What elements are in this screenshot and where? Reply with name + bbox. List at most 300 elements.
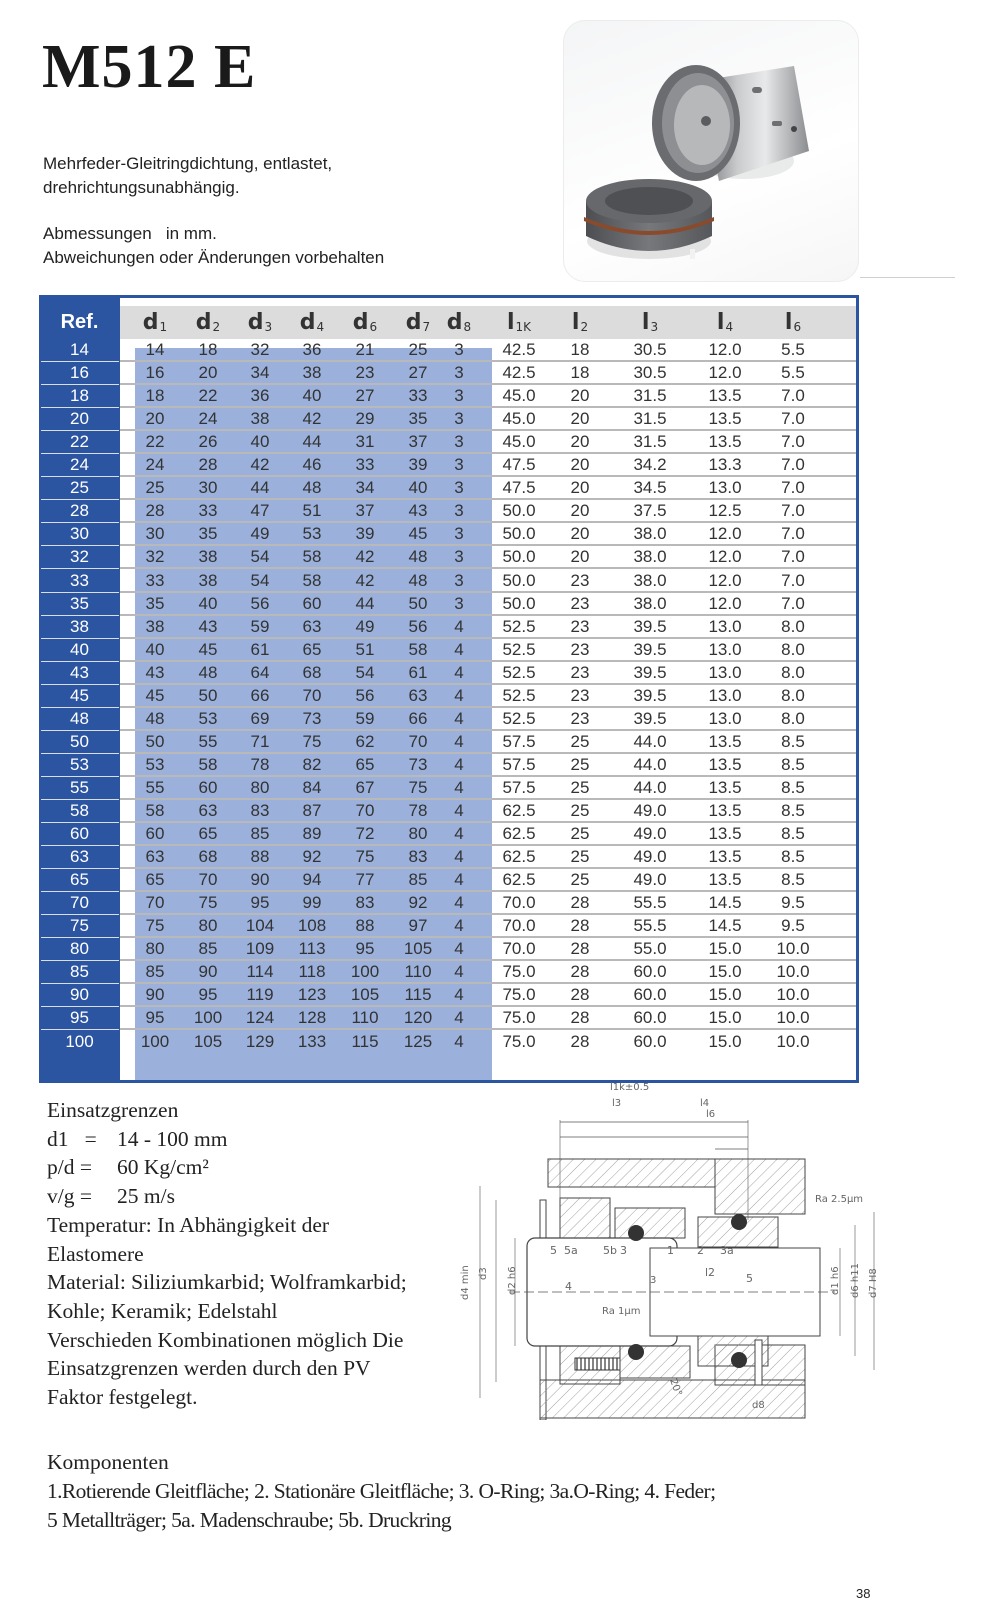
cell-d4: 68 xyxy=(302,662,322,682)
photo-divider xyxy=(860,277,955,278)
column-header-l2: $l_2$ xyxy=(571,310,589,335)
cell-d3: 90 xyxy=(250,870,270,890)
limit-speed: v/g = 25 m/s xyxy=(47,1184,175,1209)
cell-d1: 30 xyxy=(145,524,165,544)
cell-d7: 83 xyxy=(408,847,428,867)
cell-d8: 4 xyxy=(454,708,464,728)
dim-d8-label: d8 xyxy=(752,1400,765,1411)
cell-l4: 13.0 xyxy=(708,662,742,682)
cell-d1: 38 xyxy=(145,616,165,636)
cell-d8: 3 xyxy=(454,478,464,498)
cell-d1: 80 xyxy=(145,939,165,959)
cell-l4: 13.0 xyxy=(708,708,742,728)
cell-l1k: 52.5 xyxy=(502,685,536,705)
cell-l4: 13.5 xyxy=(708,847,742,867)
cell-d2: 18 xyxy=(198,340,218,359)
cell-l6: 8.5 xyxy=(781,801,805,820)
cell-l2: 23 xyxy=(570,593,590,613)
cell-d3: 88 xyxy=(250,847,270,867)
cell-l6: 7.0 xyxy=(781,386,805,406)
cell-d4: 84 xyxy=(302,777,322,797)
cell-d7: 92 xyxy=(408,893,428,913)
table-row xyxy=(39,983,856,1006)
cell-l1k: 45.0 xyxy=(502,432,536,452)
cell-d1: 90 xyxy=(145,985,165,1005)
table-row xyxy=(39,545,856,568)
cell-d8: 4 xyxy=(454,1031,464,1051)
cell-l2: 23 xyxy=(570,570,590,590)
cell-d6: 67 xyxy=(355,777,375,797)
cell-l3: 30.5 xyxy=(633,363,667,383)
page-number: 38 xyxy=(856,1586,871,1601)
cell-d2: 35 xyxy=(198,524,218,544)
cell-d4: 42 xyxy=(302,409,322,429)
cell-l4: 15.0 xyxy=(708,1008,742,1028)
cell-d2: 20 xyxy=(198,363,218,383)
cell-l1k: 52.5 xyxy=(502,662,536,682)
cell-l3: 49.0 xyxy=(633,847,667,867)
cell-d7: 43 xyxy=(408,501,428,521)
cell-l2: 18 xyxy=(570,363,590,383)
cell-d8: 3 xyxy=(454,501,464,521)
cell-d8: 3 xyxy=(454,409,464,429)
cell-l4: 12.0 xyxy=(708,570,742,590)
cell-d4: 65 xyxy=(302,639,322,659)
components-heading: Komponenten xyxy=(47,1450,169,1474)
cell-d8: 3 xyxy=(454,455,464,475)
cell-d6: 100 xyxy=(350,962,380,982)
cell-d3: 119 xyxy=(246,985,274,1005)
dim-5-label: 5 xyxy=(746,1272,753,1285)
components-line: 1.Rotierende Gleitfläche; 2. Stationäre Gleitfläche; 3. O-Ring; 3a.O-Ring; 4. Feder; xyxy=(47,1479,716,1503)
cell-ref: 30 xyxy=(70,524,89,544)
cell-l4: 13.5 xyxy=(708,777,742,797)
cell-d6: 72 xyxy=(355,824,375,844)
cell-d1: 63 xyxy=(145,847,165,867)
cell-l1k: 57.5 xyxy=(502,731,536,751)
cell-d1: 60 xyxy=(145,824,165,844)
cell-d8: 4 xyxy=(454,639,464,659)
cell-l1k: 52.5 xyxy=(502,639,536,659)
cell-d7: 66 xyxy=(408,708,428,728)
cell-l1k: 50.0 xyxy=(502,547,536,567)
cell-d3: 64 xyxy=(250,662,270,682)
cell-l3: 37.5 xyxy=(633,501,667,521)
cell-l2: 28 xyxy=(570,939,590,959)
limits-heading: Einsatzgrenzen xyxy=(47,1098,179,1122)
cell-l3: 31.5 xyxy=(633,409,667,429)
cell-l2: 23 xyxy=(570,685,590,705)
cell-d1: 32 xyxy=(145,547,165,567)
cell-l3: 49.0 xyxy=(633,870,667,890)
cell-d4: 73 xyxy=(302,708,322,728)
cell-d2: 40 xyxy=(198,593,218,613)
cell-l1k: 45.0 xyxy=(502,386,536,406)
cell-d8: 3 xyxy=(454,547,464,567)
cell-ref: 65 xyxy=(70,870,89,890)
cell-d7: 125 xyxy=(403,1031,433,1051)
cell-l3: 39.5 xyxy=(633,708,667,728)
dim-l2-label: l2 xyxy=(705,1266,716,1279)
part-label-1: 1 xyxy=(667,1244,674,1257)
cell-l2: 20 xyxy=(570,501,590,521)
cell-l3: 30.5 xyxy=(633,340,667,359)
table-row xyxy=(39,868,856,891)
cell-l6: 8.0 xyxy=(781,616,805,636)
dim-d4-label: d4 min xyxy=(460,1265,471,1300)
cell-d8: 4 xyxy=(454,939,464,959)
cell-d3: 56 xyxy=(250,593,270,613)
limits-line: Elastomere xyxy=(47,1241,144,1266)
cell-d8: 4 xyxy=(454,893,464,913)
cell-d8: 3 xyxy=(454,432,464,452)
cell-d2: 24 xyxy=(198,409,218,429)
cell-d7: 25 xyxy=(408,340,428,359)
cell-d2: 58 xyxy=(198,754,218,774)
cell-d2: 68 xyxy=(198,847,218,867)
cell-d4: 118 xyxy=(298,962,326,982)
cell-l6: 10.0 xyxy=(776,962,810,982)
cell-d2: 63 xyxy=(198,801,218,820)
cell-d2: 50 xyxy=(198,685,218,705)
cell-d6: 75 xyxy=(355,847,375,867)
cell-l2: 25 xyxy=(570,801,590,820)
cell-d8: 3 xyxy=(454,363,464,383)
cell-d7: 73 xyxy=(408,754,428,774)
cell-l1k: 57.5 xyxy=(502,754,536,774)
cell-d1: 100 xyxy=(140,1031,170,1051)
column-header-d1: $d_1$ xyxy=(142,310,168,335)
cell-d2: 65 xyxy=(198,824,218,844)
cell-d8: 4 xyxy=(454,916,464,936)
dim-3-label: 3 xyxy=(650,1275,657,1286)
cell-d7: 37 xyxy=(408,432,428,452)
cell-l2: 25 xyxy=(570,731,590,751)
cell-l4: 15.0 xyxy=(708,985,742,1005)
cell-l1k: 75.0 xyxy=(502,985,536,1005)
cell-d4: 58 xyxy=(302,570,322,590)
cell-d6: 51 xyxy=(355,639,375,659)
cell-d7: 120 xyxy=(403,1008,433,1028)
cell-d1: 20 xyxy=(145,409,165,429)
cell-d6: 21 xyxy=(355,340,375,359)
cell-d1: 40 xyxy=(145,639,165,659)
cell-d6: 44 xyxy=(355,593,375,613)
cell-l1k: 75.0 xyxy=(502,962,536,982)
table-row xyxy=(39,1030,856,1053)
cell-l4: 13.0 xyxy=(708,478,742,498)
cell-ref: 50 xyxy=(70,731,89,751)
cell-l6: 8.5 xyxy=(781,824,805,844)
cell-l3: 38.0 xyxy=(633,547,667,567)
cell-l2: 28 xyxy=(570,962,590,982)
cell-l1k: 62.5 xyxy=(502,870,536,890)
table-row xyxy=(39,338,856,361)
cell-l1k: 70.0 xyxy=(502,939,536,959)
cell-d7: 70 xyxy=(408,731,428,751)
cell-l3: 60.0 xyxy=(633,962,667,982)
cell-d7: 35 xyxy=(408,409,428,429)
cell-d6: 65 xyxy=(355,754,375,774)
cell-d6: 110 xyxy=(351,1008,379,1028)
cell-d6: 88 xyxy=(355,916,375,936)
cell-l4: 13.5 xyxy=(708,870,742,890)
cell-l3: 31.5 xyxy=(633,432,667,452)
cell-d3: 95 xyxy=(250,893,270,913)
cell-l1k: 57.5 xyxy=(502,777,536,797)
cell-l6: 8.5 xyxy=(781,754,805,774)
cell-l1k: 47.5 xyxy=(502,455,536,475)
cell-d1: 50 xyxy=(145,731,165,751)
cell-d7: 110 xyxy=(404,962,432,982)
cell-d1: 45 xyxy=(145,685,165,705)
cell-l3: 34.5 xyxy=(633,478,667,498)
cell-l3: 34.2 xyxy=(633,455,667,475)
cell-d1: 75 xyxy=(145,916,165,936)
cell-l2: 20 xyxy=(570,409,590,429)
cell-d6: 42 xyxy=(355,570,375,590)
cell-l3: 39.5 xyxy=(633,662,667,682)
cell-l1k: 75.0 xyxy=(502,1008,536,1028)
cell-d2: 45 xyxy=(198,639,218,659)
cell-d8: 3 xyxy=(454,386,464,406)
part-label-5a: 5a xyxy=(564,1244,578,1257)
cell-ref: 90 xyxy=(70,985,89,1005)
cell-ref: 60 xyxy=(70,824,89,844)
cell-d6: 42 xyxy=(355,547,375,567)
cell-d7: 56 xyxy=(408,616,428,636)
column-header-d2: $d_2$ xyxy=(195,310,221,335)
cell-d2: 48 xyxy=(198,662,218,682)
cell-l6: 8.5 xyxy=(781,731,805,751)
cell-d3: 66 xyxy=(250,685,270,705)
cell-d4: 58 xyxy=(302,547,322,567)
column-header-d7: $d_7$ xyxy=(405,310,431,335)
cell-d2: 105 xyxy=(193,1031,223,1051)
cell-ref: 40 xyxy=(70,639,89,659)
cell-ref: 85 xyxy=(70,962,89,982)
table-row xyxy=(39,499,856,522)
cell-ref: 24 xyxy=(70,455,89,475)
part-label-3a: 3a xyxy=(720,1244,734,1257)
product-description xyxy=(43,152,332,200)
cell-l4: 12.0 xyxy=(708,593,742,613)
cell-d8: 4 xyxy=(454,801,464,820)
table-row xyxy=(39,430,856,453)
cell-d6: 95 xyxy=(355,939,375,959)
column-header-ref: Ref. xyxy=(60,311,99,333)
cell-d7: 50 xyxy=(408,593,428,613)
cell-d8: 4 xyxy=(454,662,464,682)
cell-d1: 18 xyxy=(145,386,165,406)
cell-d3: 85 xyxy=(250,824,270,844)
cell-l2: 25 xyxy=(570,754,590,774)
cell-l4: 14.5 xyxy=(708,893,742,913)
cell-d8: 4 xyxy=(454,847,464,867)
cell-l2: 18 xyxy=(570,340,590,359)
cell-ref: 95 xyxy=(70,1008,89,1028)
cell-d4: 82 xyxy=(302,754,322,774)
cell-d3: 40 xyxy=(250,432,270,452)
cell-d8: 4 xyxy=(454,731,464,751)
cell-l6: 9.5 xyxy=(781,916,805,936)
dim-d7-label: d7 H8 xyxy=(868,1268,879,1298)
cell-d6: 29 xyxy=(355,409,375,429)
table-row xyxy=(39,799,856,822)
cell-ref: 28 xyxy=(70,501,89,521)
table-row xyxy=(39,891,856,914)
cell-d6: 115 xyxy=(351,1031,379,1051)
cell-d2: 75 xyxy=(198,893,218,913)
cell-d1: 16 xyxy=(145,363,165,383)
table-row xyxy=(39,822,856,845)
limits-line: Faktor festgelegt. xyxy=(47,1385,198,1410)
cell-ref: 32 xyxy=(70,547,89,567)
cell-l1k: 50.0 xyxy=(502,593,536,613)
cell-l6: 8.0 xyxy=(781,662,805,682)
cell-d2: 30 xyxy=(198,478,218,498)
cell-l4: 12.0 xyxy=(708,524,742,544)
cell-l3: 31.5 xyxy=(633,386,667,406)
ra-inner-label: Ra 1µm xyxy=(602,1306,641,1317)
cell-ref: 43 xyxy=(70,662,89,682)
cell-l2: 28 xyxy=(570,916,590,936)
cell-d7: 48 xyxy=(408,570,428,590)
cell-l3: 55.0 xyxy=(633,939,667,959)
cell-d1: 33 xyxy=(145,570,165,590)
part-label-5b: 5b xyxy=(603,1244,617,1257)
cell-d4: 70 xyxy=(302,685,322,705)
cell-d3: 78 xyxy=(250,754,270,774)
dim-l1k-label: l1k±0.5 xyxy=(610,1082,650,1093)
cell-d1: 70 xyxy=(145,893,165,913)
cell-ref: 53 xyxy=(70,754,89,774)
cell-l2: 23 xyxy=(570,616,590,636)
cell-d3: 109 xyxy=(245,939,275,959)
cell-d1: 14 xyxy=(145,340,165,359)
cell-l1k: 70.0 xyxy=(502,916,536,936)
cell-l4: 13.0 xyxy=(708,639,742,659)
cell-l4: 15.0 xyxy=(708,939,742,959)
cell-d6: 105 xyxy=(350,985,380,1005)
product-photo xyxy=(563,20,859,282)
cell-l1k: 52.5 xyxy=(502,616,536,636)
cell-l4: 14.5 xyxy=(708,916,742,936)
cell-d7: 48 xyxy=(408,547,428,567)
dim-d2-label: d2 h6 xyxy=(507,1266,518,1295)
table-row xyxy=(39,707,856,730)
cell-d6: 77 xyxy=(355,870,375,890)
cell-l3: 44.0 xyxy=(633,777,667,797)
cell-d6: 49 xyxy=(355,616,375,636)
cell-l6: 7.0 xyxy=(781,524,805,544)
dim-l6-label: l6 xyxy=(706,1109,716,1120)
cell-d2: 38 xyxy=(198,547,218,567)
cell-l6: 8.0 xyxy=(781,685,805,705)
table-row xyxy=(39,361,856,384)
cell-d4: 51 xyxy=(302,501,322,521)
cell-d4: 44 xyxy=(302,432,322,452)
cell-ref: 80 xyxy=(70,939,89,959)
cell-l4: 12.5 xyxy=(708,501,742,521)
cell-d6: 70 xyxy=(355,801,375,820)
cell-d4: 94 xyxy=(302,870,322,890)
cell-d8: 4 xyxy=(454,962,464,982)
cell-ref: 20 xyxy=(70,409,89,429)
cell-l6: 10.0 xyxy=(776,985,810,1005)
cell-l4: 13.0 xyxy=(708,616,742,636)
cell-d4: 48 xyxy=(302,478,322,498)
cell-d4: 40 xyxy=(302,386,322,406)
cell-l1k: 50.0 xyxy=(502,570,536,590)
cell-d7: 39 xyxy=(408,455,428,475)
cell-l3: 38.0 xyxy=(633,524,667,544)
cell-d7: 58 xyxy=(408,639,428,659)
cell-d8: 4 xyxy=(454,777,464,797)
cell-d8: 4 xyxy=(454,824,464,844)
cell-d4: 108 xyxy=(297,916,327,936)
table-row xyxy=(39,845,856,868)
cell-d1: 48 xyxy=(145,708,165,728)
cell-l1k: 42.5 xyxy=(502,340,536,359)
cell-l2: 23 xyxy=(570,708,590,728)
table-row xyxy=(39,569,856,592)
table-row xyxy=(39,684,856,707)
description-line: Mehrfeder-Gleitringdichtung, entlastet, xyxy=(43,154,333,173)
table-row xyxy=(39,914,856,937)
table-row xyxy=(39,776,856,799)
cell-l2: 25 xyxy=(570,824,590,844)
table-row xyxy=(39,730,856,753)
cell-d2: 38 xyxy=(198,570,218,590)
cell-d3: 54 xyxy=(250,570,270,590)
cell-l4: 15.0 xyxy=(708,1031,742,1051)
table-row xyxy=(39,661,856,684)
cell-l2: 20 xyxy=(570,524,590,544)
cell-l2: 28 xyxy=(570,1031,590,1051)
limit-d1: d1 = 14 - 100 mm xyxy=(47,1126,228,1151)
cell-d4: 89 xyxy=(302,824,322,844)
cell-l6: 8.5 xyxy=(781,777,805,797)
cell-ref: 16 xyxy=(70,363,89,383)
cell-l1k: 75.0 xyxy=(502,1031,536,1051)
table-row xyxy=(39,1006,856,1029)
cell-l3: 44.0 xyxy=(633,754,667,774)
cell-ref: 33 xyxy=(70,570,89,590)
cell-d6: 23 xyxy=(355,363,375,383)
cell-l1k: 45.0 xyxy=(502,409,536,429)
cell-ref: 55 xyxy=(70,777,89,797)
cell-l2: 20 xyxy=(570,455,590,475)
table-row xyxy=(39,592,856,615)
cell-l4: 15.0 xyxy=(708,962,742,982)
cell-l2: 20 xyxy=(570,547,590,567)
limits-line: Kohle; Keramik; Edelstahl xyxy=(47,1298,278,1323)
dim-l3-label: l3 xyxy=(612,1098,622,1109)
cell-l6: 5.5 xyxy=(781,340,805,359)
cell-d2: 33 xyxy=(198,501,218,521)
cell-ref: 75 xyxy=(70,916,89,936)
limits-line: Material: Siliziumkarbid; Wolframkarbid; xyxy=(47,1270,407,1295)
column-header-d3: $d_3$ xyxy=(247,310,273,335)
cell-d8: 4 xyxy=(454,985,464,1005)
limit-pressure: p/d = 60 Kg/cm² xyxy=(47,1155,209,1180)
cell-d3: 71 xyxy=(250,731,270,751)
cell-d8: 3 xyxy=(454,340,464,359)
cell-l4: 13.5 xyxy=(708,409,742,429)
cell-d6: 33 xyxy=(355,455,375,475)
cell-d8: 3 xyxy=(454,524,464,544)
